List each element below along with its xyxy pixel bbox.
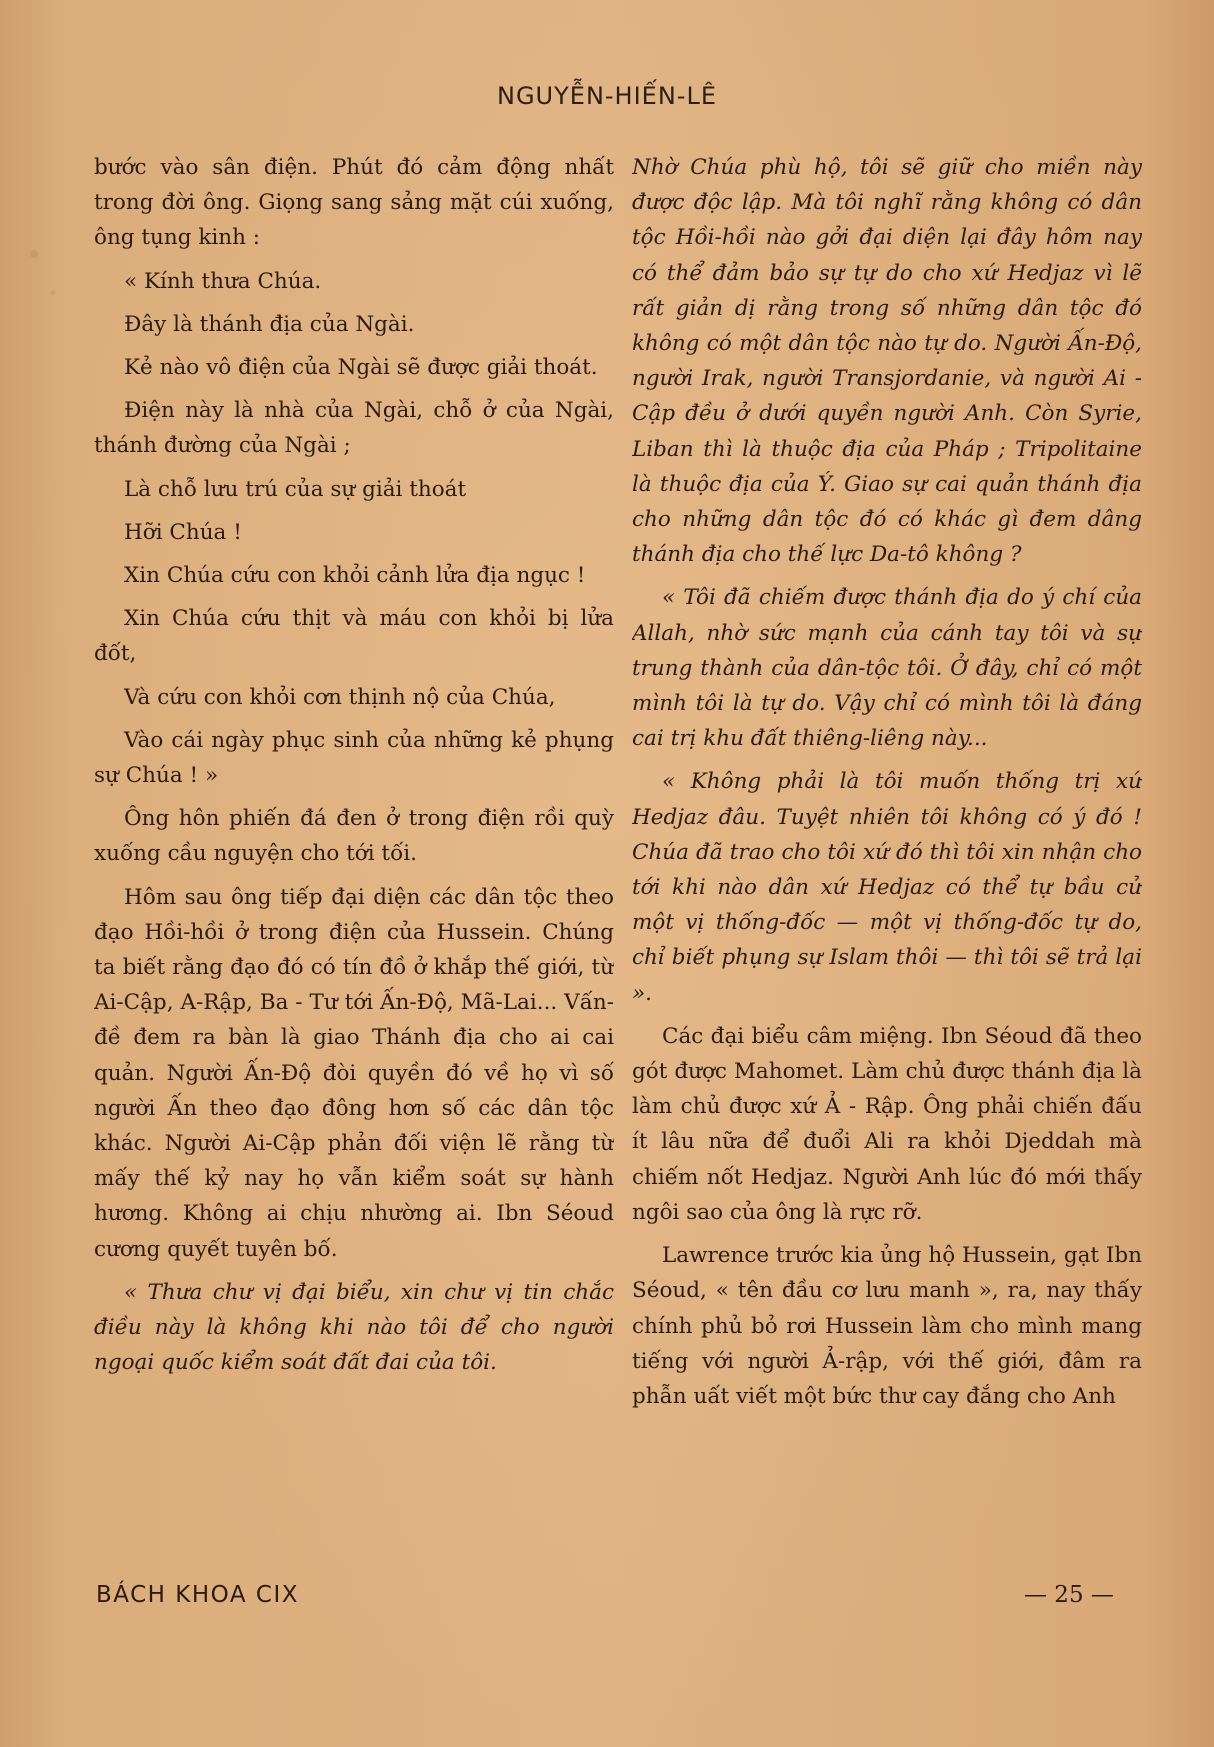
paragraph: Điện này là nhà của Ngài, chỗ ở của Ngài, thánh đường của Ngài ; xyxy=(94,398,614,459)
paragraph: « Thưa chư vị đại biểu, xin chư vị tin chắc điều này là không khi nào tôi để cho người ngoại quốc kiểm soát đất đai của tôi. xyxy=(94,1279,614,1376)
paragraph: Các đại biểu câm miệng. Ibn Séoud đã theo gót được Mahomet. Làm chủ được thánh địa là làm chủ được xứ Ả - Rập. Ông phải chiến đấu ít lâu nữa để đuổi Ali ra khỏi Djeddah mà chiếm nốt Hedjaz. Người Anh lúc đó mới thấy ngôi sao của ông là rực rỡ. xyxy=(632,1023,1142,1225)
running-header: NGUYỄN-HIẾN-LÊ xyxy=(497,82,717,110)
paragraph: Xin Chúa cứu con khỏi cảnh lửa địa ngục ! xyxy=(124,563,586,589)
paragraph: Đây là thánh địa của Ngài. xyxy=(124,311,415,337)
paragraph: Hôm sau ông tiếp đại diện các dân tộc theo đạo Hồi-hồi ở trong điện của Hussein. Chúng ta biết rằng đạo đó có tín đồ ở khắp thế giới, từ Ai-Cập, A-Rập, Ba - Tư tới Ấn-Độ, Mã-Lai... Vấn-đề đem ra bàn là giao Thánh địa cho ai cai quản. Người Ấn-Độ đòi quyền đó về họ vì số người Ấn theo đạo đông hơn số các dân tộc khác. Người Ai-Cập phản đối viện lẽ rằng từ mấy thế kỷ nay họ vẫn kiểm soát sự hành hương. Không ai chịu nhường ai. Ibn Séoud cương quyết tuyên bố. xyxy=(94,884,614,1262)
page-number: — 25 — xyxy=(1024,1582,1114,1608)
paragraph: Là chỗ lưu trú của sự giải thoát xyxy=(124,476,467,502)
paper-stain xyxy=(50,290,55,295)
paragraph: Xin Chúa cứu thịt và máu con khỏi bị lửa đốt, xyxy=(94,606,614,667)
paragraph: « Không phải là tôi muốn thống trị xứ Hedjaz đâu. Tuyệt nhiên tôi không có ý đó ! Chúa đã trao cho tôi xứ đó thì tôi xin nhận cho tới khi nào dân xứ Hedjaz có thể tự bầu cử một vị thống-đốc — một vị thống-đốc tự do, chỉ biết phụng sự Islam thôi — thì tôi sẽ trả lại ». xyxy=(632,769,1142,1006)
paragraph: « Tôi đã chiếm được thánh địa do ý chí của Allah, nhờ sức mạnh của cánh tay tôi và sự trung thành của dân-tộc tôi. Ở đây, chỉ có một mình tôi là tự do. Vậy chỉ có mình tôi là đáng cai trị khu đất thiêng-liêng này... xyxy=(632,585,1142,752)
paragraph: Nhờ Chúa phù hộ, tôi sẽ giữ cho miền này được độc lập. Mà tôi nghĩ rằng không có dân tộc Hồi-hồi nào gởi đại diện lại đây hôm nay có thể đảm bảo sự tự do cho xứ Hedjaz vì lẽ rất giản dị rằng trong số những dân tộc đó không có một dân tộc nào tự do. Người Ấn-Độ, người Irak, người Transjordanie, và người Ai - Cập đều ở dưới quyền người Anh. Còn Syrie, Liban thì là thuộc địa của Pháp ; Tripolitaine là thuộc địa của Ý. Giao sự cai quản thánh địa cho những dân tộc đó có khác gì đem dâng thánh địa cho thế lực Da-tô không ? xyxy=(632,155,1142,568)
left-column xyxy=(94,150,614,1550)
paragraph: Lawrence trước kia ủng hộ Hussein, gạt Ibn Séoud, « tên đầu cơ lưu manh », ra, nay thấy chính phủ bỏ rơi Hussein làm cho mình mang tiếng với người Ả-rập, với thế giới, đâm ra phẫn uất viết một bức thư cay đắng cho Anh xyxy=(632,1243,1142,1409)
magazine-name: BÁCH KHOA CIX xyxy=(96,1582,299,1608)
paragraph: Vào cái ngày phục sinh của những kẻ phụng sự Chúa ! » xyxy=(94,727,614,789)
paragraph: Ông hôn phiến đá đen ở trong điện rồi quỳ xuống cầu nguyện cho tới tối. xyxy=(94,806,614,867)
paragraph: bước vào sân điện. Phút đó cảm động nhất trong đời ông. Giọng sang sảng mặt cúi xuống, ông tụng kinh : xyxy=(94,155,614,251)
paragraph: Và cứu con khỏi cơn thịnh nộ của Chúa, xyxy=(124,684,556,710)
paragraph: Kẻ nào vô điện của Ngài sẽ được giải thoát. xyxy=(124,355,598,381)
paragraph: Hỡi Chúa ! xyxy=(124,519,242,545)
right-column xyxy=(632,150,1142,1550)
paper-stain xyxy=(30,250,38,258)
paragraph: « Kính thưa Chúa. xyxy=(124,268,322,294)
